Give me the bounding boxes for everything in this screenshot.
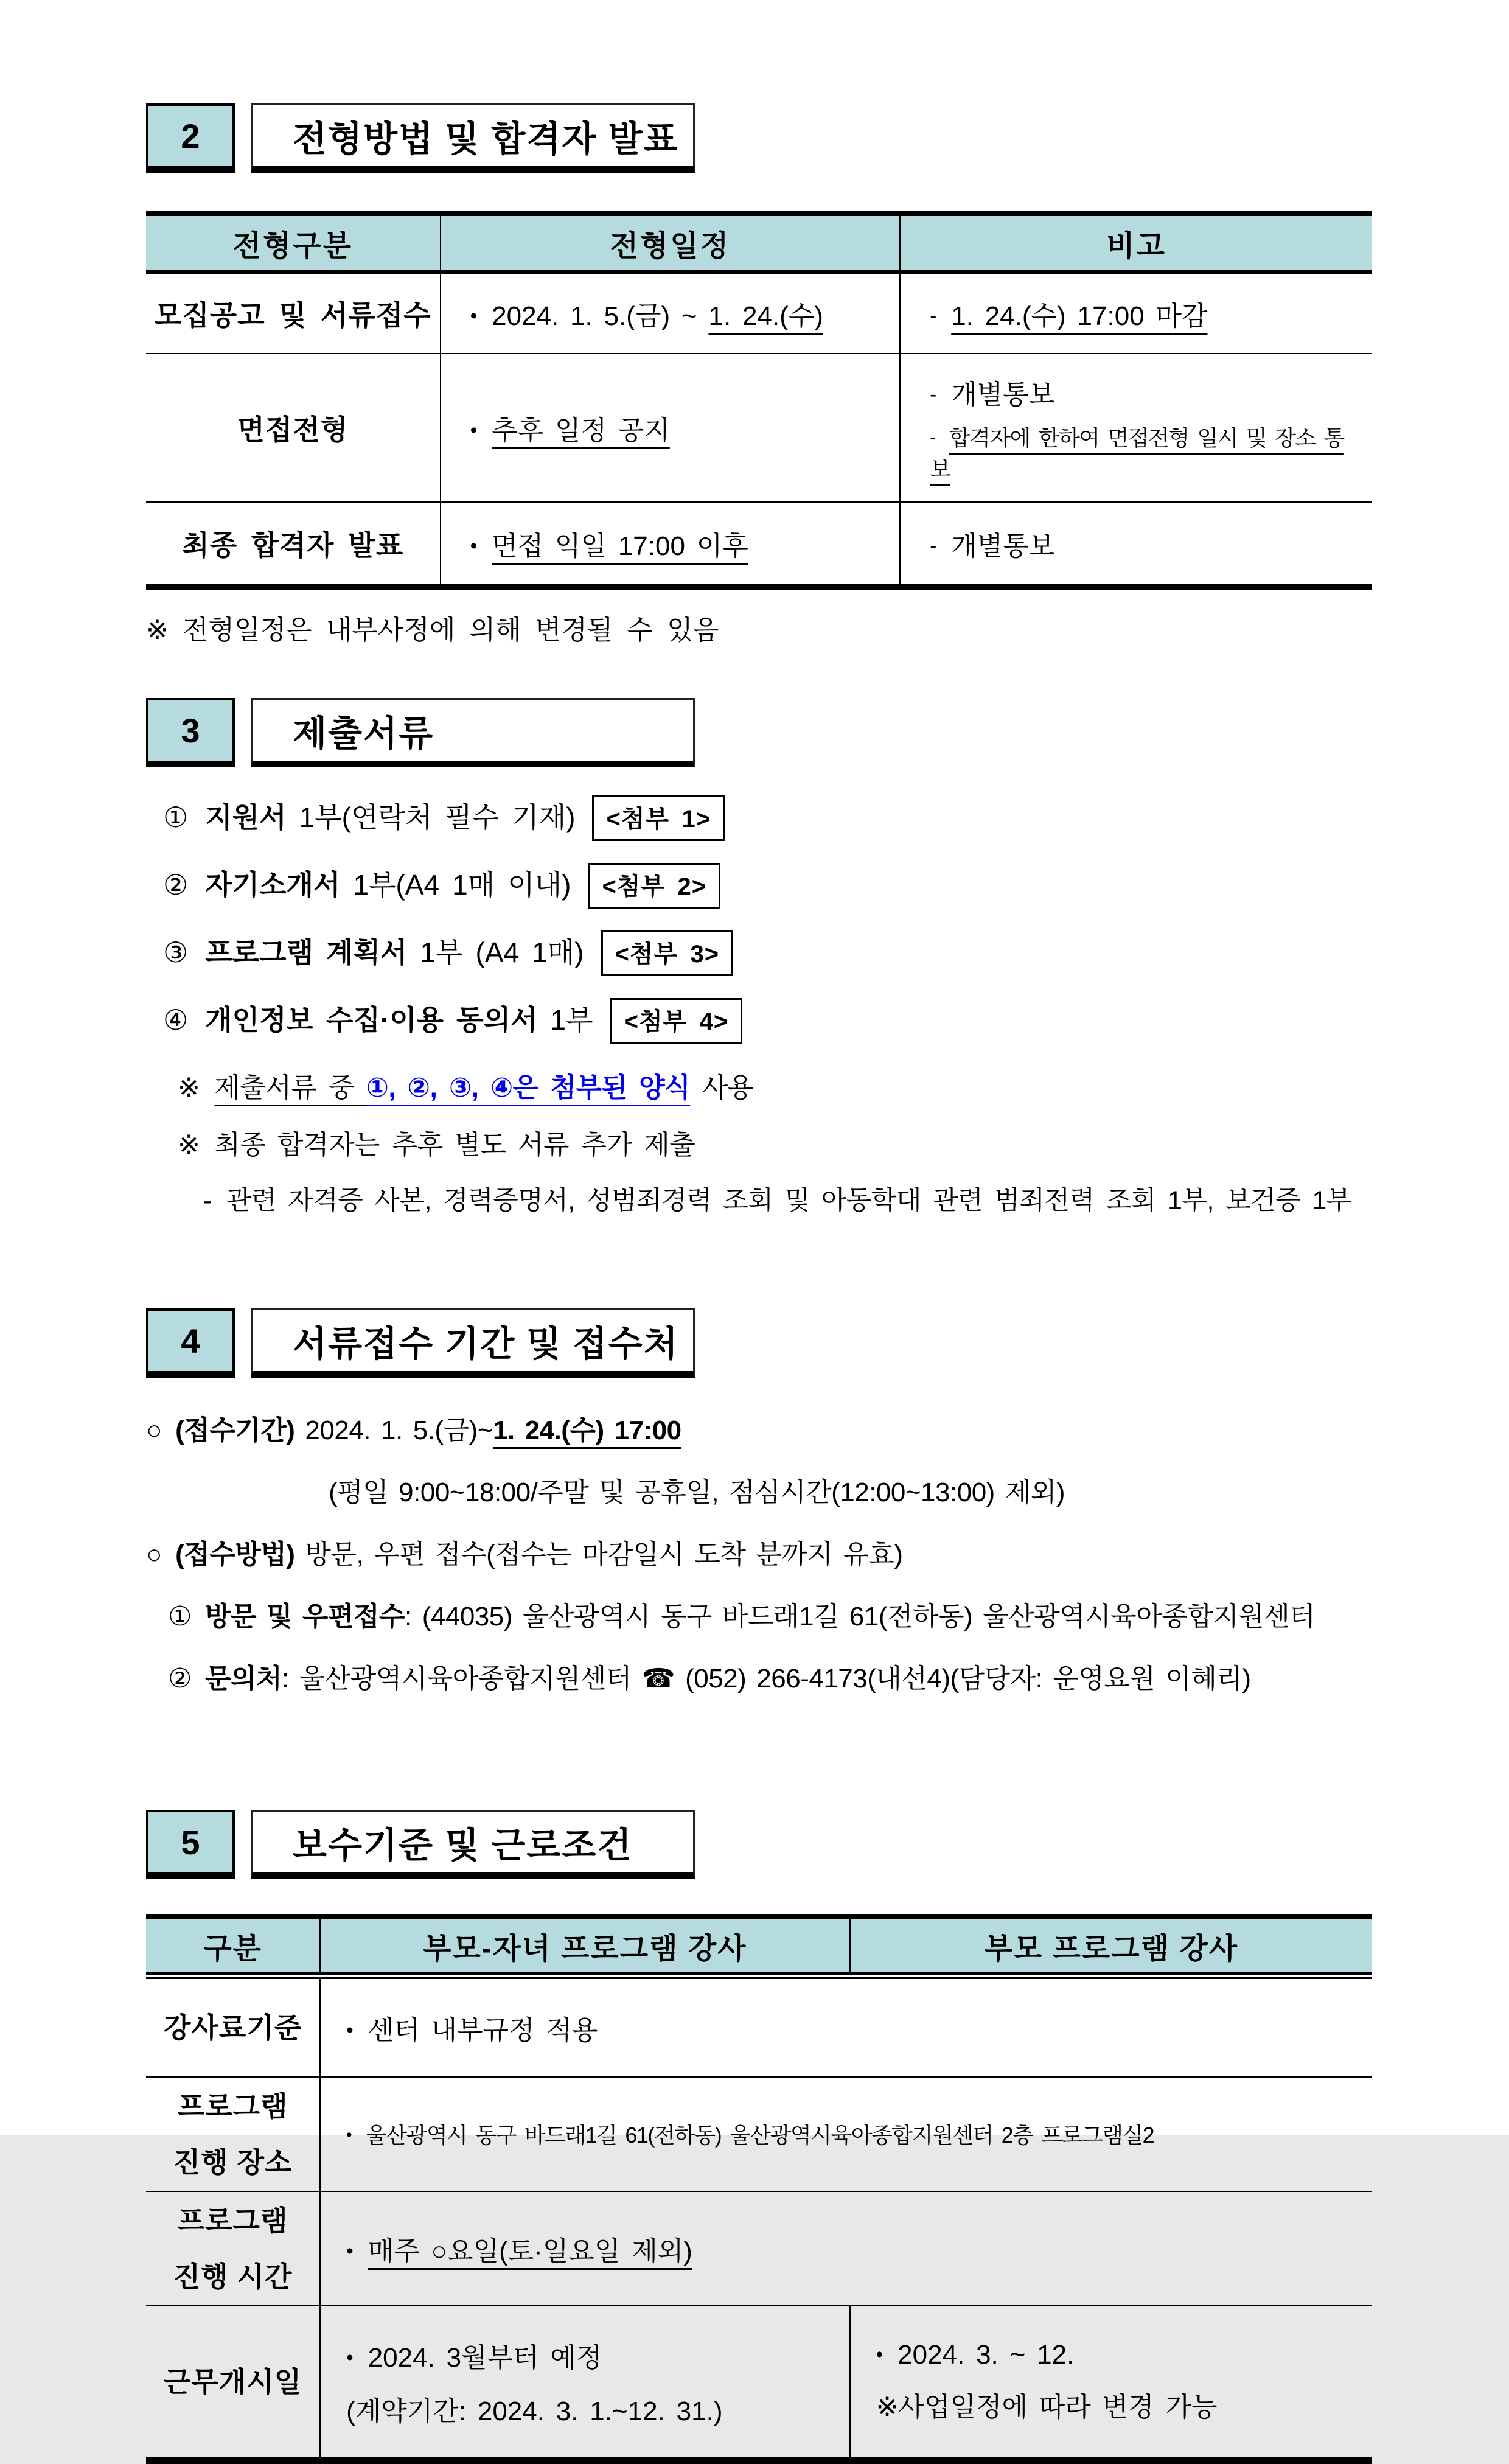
bullet: • <box>470 304 478 327</box>
section-title: 보수기준 및 근로조건 <box>251 1810 695 1879</box>
document-item <box>163 863 1372 909</box>
document-note <box>178 1123 1372 1162</box>
label-line: 진행 장소 <box>173 2146 293 2178</box>
schedule-cell <box>441 272 901 354</box>
column-header: 전형일정 <box>441 214 901 272</box>
section-number-badge: 5 <box>146 1810 235 1879</box>
bullet: - <box>930 428 935 447</box>
column-header: 전형구분 <box>146 214 441 272</box>
text-line <box>346 2229 1361 2268</box>
category-cell <box>146 2306 320 2461</box>
section-number-badge: 3 <box>146 698 235 767</box>
label-line: 근무개시일 <box>163 2365 302 2398</box>
selection-schedule-table <box>146 211 1372 590</box>
table-row <box>146 1975 1372 2077</box>
text-segment: 문의처 <box>204 1664 282 1694</box>
table-header-row <box>146 214 1372 272</box>
text-segment: 최종 합격자는 추후 별도 서류 추가 제출 <box>214 1130 695 1160</box>
line-marker: ○ <box>146 1415 162 1445</box>
document-item <box>163 795 1372 841</box>
section-title: 서류접수 기간 및 접수처 <box>251 1308 695 1378</box>
text-segment: 울산광역시 동구 바드래1길 61(전하동) 울산광역시육아종합지원센터 2층 프로그램실2 <box>366 2123 1154 2148</box>
section-header <box>146 103 1372 173</box>
remark-cell <box>900 272 1372 354</box>
compensation-table <box>146 1914 1372 2464</box>
text-segment: 매주 ○요일(토·일요일 제외) <box>368 2236 692 2266</box>
document-note <box>203 1180 1372 1217</box>
table-row <box>146 2306 1372 2461</box>
text-segment: (접수기간) <box>175 1415 295 1445</box>
column-header: 비고 <box>900 214 1372 272</box>
text-line <box>346 2389 838 2428</box>
text-segment: 추후 일정 공지 <box>492 415 670 445</box>
text-line <box>346 2118 1361 2149</box>
text-segment: 1부 <box>537 1004 593 1036</box>
text-segment: 2024. 1. 5.(금) ~ <box>492 301 709 331</box>
remark-cell <box>900 502 1372 587</box>
text-line <box>346 2336 838 2375</box>
bullet: - <box>930 534 937 557</box>
bullet: • <box>346 2239 354 2262</box>
text-segment: 개인정보 수집·이용 동의서 <box>205 1004 538 1036</box>
content-cell <box>320 2077 1372 2191</box>
column-header: 구분 <box>146 1917 320 1975</box>
category-cell <box>146 2077 320 2191</box>
text-segment: 1. 24.(수) 17:00 마감 <box>951 301 1208 331</box>
bullet: - <box>930 304 937 327</box>
category-cell: 모집공고 및 서류접수 <box>146 272 441 354</box>
text-line <box>346 2008 1361 2047</box>
note-marker: ※ <box>178 1073 200 1103</box>
text-segment: (평일 9:00~18:00/주말 및 공휴일, 점심시간(12:00~13:00) 제외) <box>329 1478 1065 1507</box>
line-marker: ○ <box>146 1540 162 1569</box>
bullet: • <box>346 2126 352 2144</box>
reception-line <box>168 1594 1372 1633</box>
text-segment: 2024. 3월부터 예정 <box>368 2342 602 2373</box>
item-number: ④ <box>163 1004 189 1036</box>
item-number: ② <box>163 869 189 901</box>
content-cell <box>320 1975 1372 2077</box>
note-marker: - <box>203 1186 212 1215</box>
content-cell <box>850 2306 1372 2461</box>
text-line <box>470 408 891 447</box>
bullet: • <box>470 418 478 441</box>
text-segment: ①, ②, ③, ④은 첨부된 양식 <box>366 1073 691 1103</box>
text-segment: 센터 내부규정 적용 <box>368 2015 598 2045</box>
line-marker: ② <box>168 1664 192 1694</box>
bullet: • <box>346 2345 354 2368</box>
text-line <box>930 294 1364 333</box>
table-footnote: ※ 전형일정은 내부사정에 의해 변경될 수 있음 <box>146 615 719 645</box>
reception-line <box>168 1656 1372 1695</box>
document-notes <box>146 1066 1372 1217</box>
text-segment: (계약기간: 2024. 3. 1.~12. 31.) <box>346 2396 723 2426</box>
table-row <box>146 2191 1372 2306</box>
reception-line <box>146 1408 1372 1447</box>
document-item <box>163 930 1372 976</box>
item-number: ① <box>163 801 189 833</box>
text-line <box>876 2385 1361 2424</box>
reception-line <box>329 1470 1372 1509</box>
text-segment: : 울산광역시육아종합지원센터 ☎ (052) 266-4173(내선4)(담당자: 운영요원 이혜리) <box>281 1664 1251 1694</box>
item-number: ③ <box>163 937 189 968</box>
reception-line <box>146 1532 1372 1571</box>
document-note <box>178 1066 1372 1105</box>
text-segment: 방문, 우편 접수(접수는 마감일시 도착 분까지 유효) <box>294 1540 903 1569</box>
section-compensation <box>146 1810 1372 2464</box>
line-marker: ① <box>168 1602 192 1632</box>
text-segment: 1부(A4 1매 이내) <box>340 869 571 901</box>
category-cell: 면접전형 <box>146 354 441 502</box>
content-cell <box>320 2306 849 2461</box>
text-segment: 방문 및 우편접수 <box>204 1602 405 1632</box>
text-segment: 프로그램 계획서 <box>205 937 408 968</box>
text-line <box>876 2340 1361 2370</box>
section-title: 제출서류 <box>251 698 695 767</box>
section-number-badge: 2 <box>146 103 235 173</box>
text-segment: 2024. 1. 5.(금)~ <box>294 1415 493 1445</box>
table-row <box>146 272 1372 354</box>
content-cell <box>320 2191 1372 2306</box>
text-segment: 제출서류 중 <box>214 1073 366 1103</box>
text-line <box>930 372 1364 411</box>
bullet: • <box>470 534 478 557</box>
section-header <box>146 1308 1372 1378</box>
section-header <box>146 1810 1372 1879</box>
bullet: • <box>346 2018 354 2041</box>
document-list <box>146 795 1372 1044</box>
label-line: 진행 시간 <box>173 2260 293 2292</box>
note-marker: ※ <box>178 1130 200 1160</box>
text-segment: 자기소개서 <box>205 869 341 901</box>
text-segment: 면접 익일 17:00 이후 <box>492 531 748 561</box>
label-line: 프로그램 <box>177 2204 288 2236</box>
table-row <box>146 354 1372 502</box>
text-line <box>470 294 891 333</box>
section-title: 전형방법 및 합격자 발표 <box>251 103 695 173</box>
text-segment: 개별통보 <box>951 379 1055 410</box>
label-line: 프로그램 <box>177 2090 288 2122</box>
table-row <box>146 502 1372 587</box>
text-line <box>930 421 1364 483</box>
text-line <box>470 524 891 563</box>
attachment-box: <첨부 1> <box>592 795 725 841</box>
section-selection-method <box>146 103 1372 647</box>
section-reception <box>146 1308 1372 1695</box>
category-cell: 최종 합격자 발표 <box>146 502 441 587</box>
label-line: 강사료기준 <box>163 2011 302 2043</box>
document-item <box>163 998 1372 1044</box>
text-segment: (접수방법) <box>175 1540 295 1569</box>
text-segment: 사용 <box>690 1073 753 1103</box>
text-segment: : (44035) 울산광역시 동구 바드래1길 61(전하동) 울산광역시육아종합지원센터 <box>405 1602 1316 1632</box>
text-segment: 1부(연락처 필수 기재) <box>286 801 576 833</box>
text-segment: 합격자에 한하여 면접전형 일시 및 장소 통보 <box>930 425 1344 481</box>
column-header: 부모 프로그램 강사 <box>850 1917 1372 1975</box>
attachment-box: <첨부 4> <box>610 998 743 1044</box>
section-header <box>146 698 1372 767</box>
text-segment: 개별통보 <box>951 531 1055 561</box>
table-header-row <box>146 1917 1372 1975</box>
text-segment: 2024. 3. ~ 12. <box>897 2339 1075 2370</box>
remark-cell <box>900 354 1372 502</box>
text-line <box>930 524 1364 563</box>
bullet: - <box>930 382 937 405</box>
text-segment: 1. 24.(수) 17:00 <box>492 1415 681 1445</box>
text-segment: 지원서 <box>205 801 287 833</box>
text-segment: 관련 자격증 사본, 경력증명서, 성범죄경력 조회 및 아동학대 관련 범죄전력 조회 1부, 보건증 1부 <box>226 1186 1351 1215</box>
schedule-cell <box>441 502 901 587</box>
text-segment: 1. 24.(수) <box>708 301 823 331</box>
reception-info <box>146 1408 1372 1695</box>
table-row <box>146 2077 1372 2191</box>
category-cell <box>146 1975 320 2077</box>
section-documents <box>146 698 1372 1217</box>
attachment-box: <첨부 2> <box>588 863 720 909</box>
attachment-box: <첨부 3> <box>601 930 734 976</box>
category-cell <box>146 2191 320 2306</box>
text-segment: ※사업일정에 따라 변경 가능 <box>876 2392 1218 2422</box>
schedule-cell <box>441 354 901 502</box>
text-segment: 1부 (A4 1매) <box>407 937 584 968</box>
bullet: • <box>876 2342 883 2365</box>
column-header: 부모-자녀 프로그램 강사 <box>320 1917 849 1975</box>
section-number-badge: 4 <box>146 1308 235 1378</box>
